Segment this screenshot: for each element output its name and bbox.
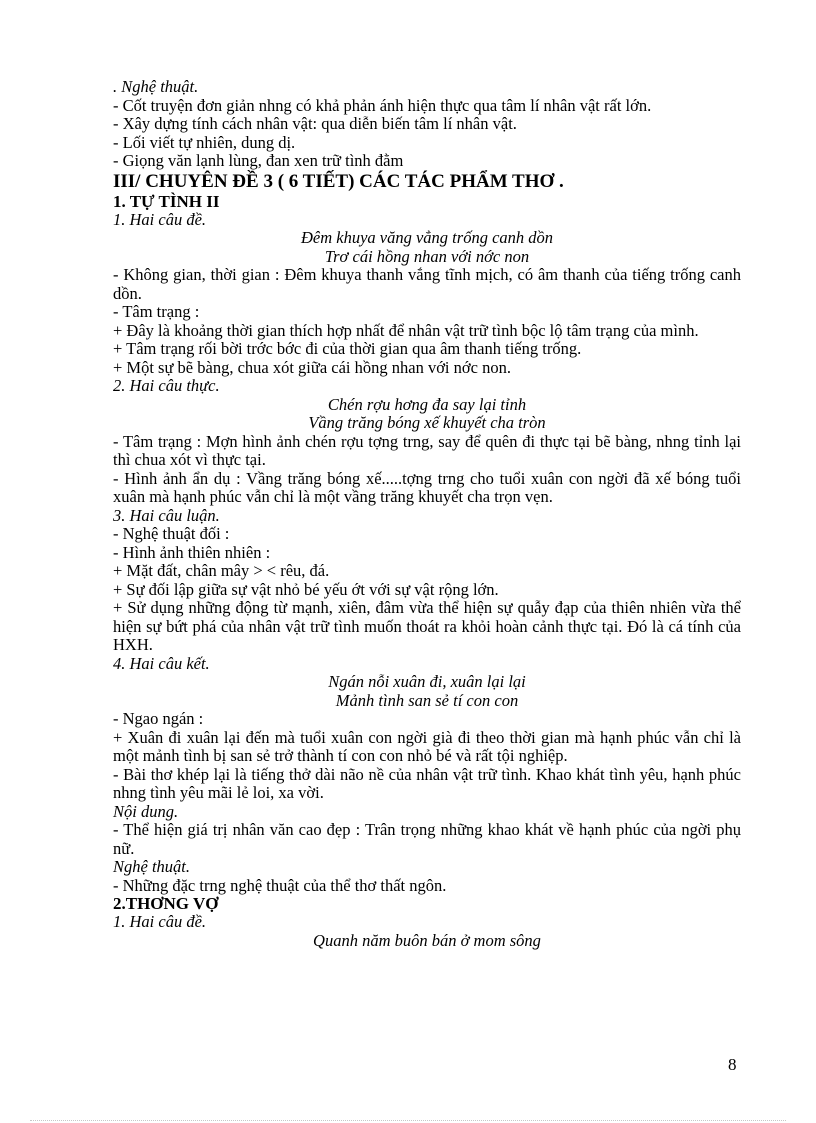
text-line: - Cốt truyện đơn giản nhng có khả phản ánh hiện thực qua tâm lí nhân vật rất lớn. [113,95,652,115]
text-line: - Thể hiện giá trị nhân văn cao đẹp : Trân trọng những khao khát về hạnh phúc của ngời phụ nữ. [113,820,741,858]
text-line: + Xuân đi xuân lại đến mà tuổi xuân con ngời già đi theo thời gian mà hạnh phúc vẫn chỉ là một mảnh tình bị san sẻ trở thành tí con con nhỏ bé và rất tội nghiệp. [113,727,741,765]
text-line: Nghệ thuật. [113,857,190,876]
text-line: Ngán nỗi xuân đi, xuân lại lại [328,672,526,691]
text-line: Đêm khuya văng vẳng trống canh dồn [300,228,554,247]
text-line: - Giọng văn lạnh lùng, đan xen trữ tình đằm [113,151,404,170]
text-line: Nội dung. [113,801,179,821]
text-line: 3. Hai câu luận. [113,505,220,525]
text-line: 4. Hai câu kết. [113,653,210,673]
text-line: III/ CHUYÊN ĐỀ 3 ( 6 TIẾT) CÁC TÁC PHẨM THƠ . [113,170,564,192]
text-line: Chén rợu hơng đa say lại tỉnh [327,394,527,414]
text-line: 1. Hai câu đề. [113,912,207,931]
text-line: - Tâm trạng : Mợn hình ảnh chén rợu tợng trng, say để quên đi thực tại bẽ bàng, nhng tỉnh lại thì chua xót vì thực tại. [113,431,741,469]
text-line: Quanh năm buôn bán ở mom sông [313,930,541,950]
text-line: 2.THƠNG VỢ [113,894,219,913]
text-line: + Sử dụng những động từ mạnh, xiên, đâm vừa thể hiện sự quẫy đạp của thiên nhiên vừa thể hiện sự bứt phá của nhân vật trữ tình muốn thoát ra khỏi hoàn cảnh thực tại. Đó là cá tính của HXH. [113,598,741,654]
text-line: - Lối viết tự nhiên, dung dị. [113,132,296,152]
text-line: 1. Hai câu đề. [113,209,207,229]
text-line: + Một sự bẽ bàng, chua xót giữa cái hồng nhan với nớc non. [113,357,511,377]
text-line: Vầng trăng bóng xế khuyết cha tròn [308,413,546,432]
text-line: - Ngao ngán : [113,709,204,728]
text-line: + Sự đối lập giữa sự vật nhỏ bé yếu ớt với sự vật rộng lớn. [113,579,499,599]
text-line: 1. TỰ TÌNH II [113,191,220,211]
text-line: + Đây là khoảng thời gian thích hợp nhất để nhân vật trữ tình bộc lộ tâm trạng của mình. [113,320,699,340]
text-line: - Nghệ thuật đối : [113,524,230,543]
text-line: . Nghệ thuật. [113,77,199,96]
page-divider [30,1120,786,1121]
text-line: + Tâm trạng rối bời trớc bớc đi của thời gian qua âm thanh tiếng trống. [113,339,582,358]
document-page [113,78,741,950]
text-line: - Không gian, thời gian : Đêm khuya thanh vắng tĩnh mịch, có âm thanh của tiếng trống canh dồn. [113,265,741,303]
text-line: Mảnh tình san sẻ tí con con [335,690,519,710]
text-line: - Xây dựng tính cách nhân vật: qua diễn biến tâm lí nhân vật. [113,114,517,133]
text-line: + Mặt đất, chân mây > < rêu, đá. [113,561,330,580]
text-line: - Bài thơ khép lại là tiếng thở dài não nề của nhân vật trữ tình. Khao khát tình yêu, hạnh phúc nhng tình yêu mãi lẻ loi, xa vời. [113,764,741,802]
text-line: - Tâm trạng : [113,302,200,321]
text-line: Trơ cái hồng nhan với nớc non [324,246,530,266]
page-number: 8 [728,1055,737,1074]
text-line: - Hình ảnh thiên nhiên : [113,542,271,562]
text-line: - Những đặc trng nghệ thuật của thể thơ thất ngôn. [113,875,447,895]
text-line: - Hình ảnh ẩn dụ : Vầng trăng bóng xế.....tợng trng cho tuổi xuân con ngời đã xế bóng tuổi xuân mà hạnh phúc vẫn chỉ là một vầng trăng khuyết cha trọn vẹn. [113,468,741,506]
text-line: 2. Hai câu thực. [113,376,220,395]
